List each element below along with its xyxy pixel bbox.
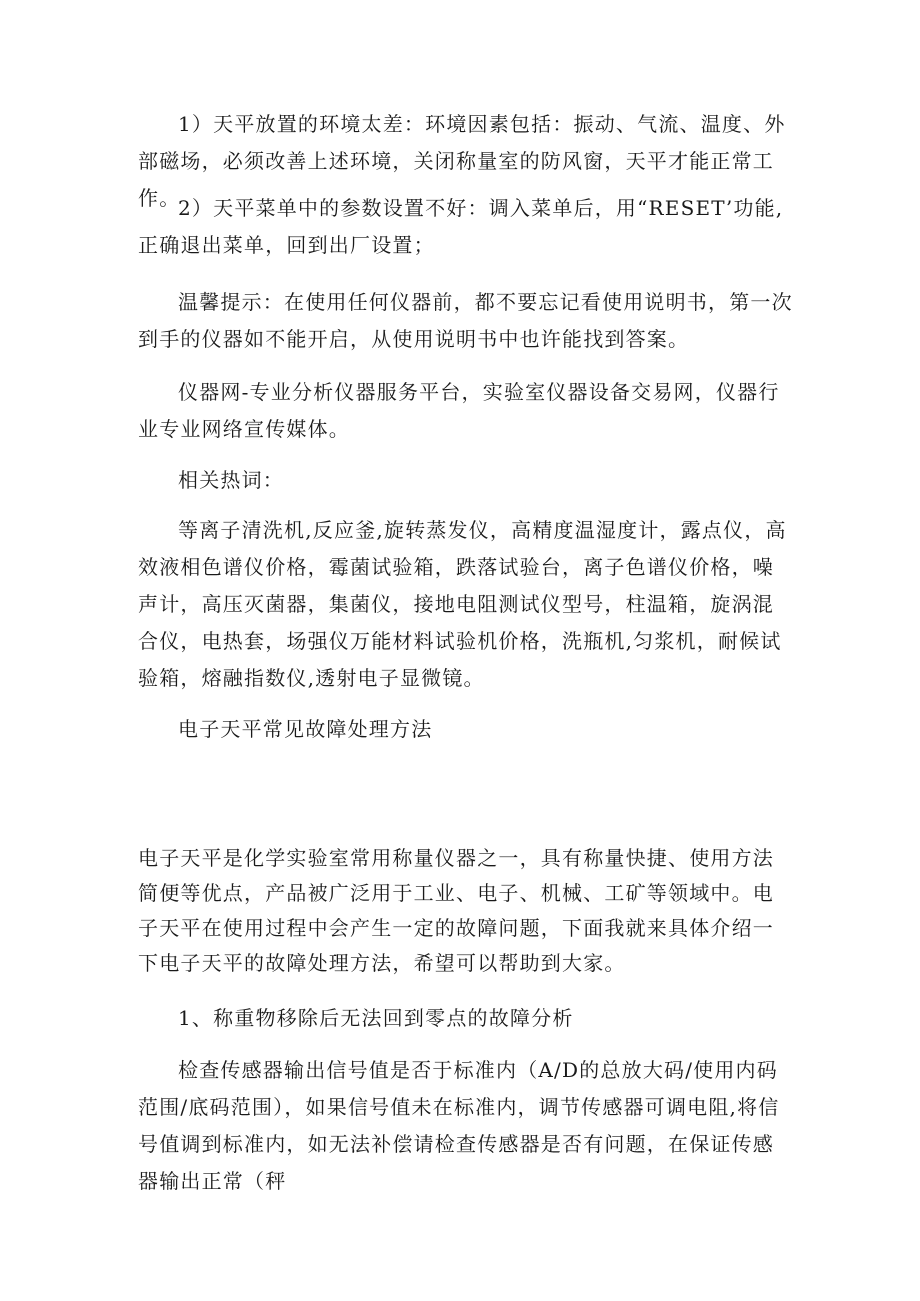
- paragraph-environment: 1）天平放置的环境太差：环境因素包括：振动、气流、温度、外部磁场，必须改善上述环境，关闭称量室的防风窗，天平才能正常工作。: [138, 112, 786, 210]
- paragraph-tip: 温馨提示：在使用任何仪器前，都不要忘记看使用说明书，第一次到手的仪器如不能开启，从使用说明书中也许能找到答案。: [138, 290, 793, 351]
- paragraph-platform: 仪器网-专业分析仪器服务平台，实验室仪器设备交易网，仪器行业专业网络宣传媒体。: [138, 380, 780, 441]
- article-intro: 电子天平是化学实验室常用称量仪器之一，具有称量快捷、使用方法简便等优点，产品被广泛用于工业、电子、机械、工矿等领域中。电子天平在使用过程中会产生一定的故障问题，下面我就来具体介绍一下电子天平的故障处理方法，希望可以帮助到大家。: [138, 846, 774, 975]
- section-heading: 1、称重物移除后无法回到零点的故障分析: [178, 1006, 574, 1030]
- paragraph-hot-words-label: 相关热词：: [178, 468, 284, 492]
- paragraph-hot-words-list: 等离子清洗机,反应釜,旋转蒸发仪，高精度温湿度计，露点仪，高效液相色谱仪价格，霉菌试验箱，跌落试验台，离子色谱仪价格，噪声计，高压灭菌器，集菌仪，接地电阻测试仪型号，柱温箱，旋涡混合仪，电热套，场强仪万能材料试验机价格，洗瓶机,匀浆机，耐候试验箱，熔融指数仪,透射电子显微镜。: [138, 518, 787, 690]
- paragraph-menu-settings: 2）天平菜单中的参数设置不好：调入菜单后，用“RESET’功能,正确退出菜单，回到出厂设置；: [138, 196, 784, 257]
- article-title: 电子天平常见故障处理方法: [178, 717, 433, 741]
- section-body: 检查传感器输出信号值是否于标准内（A/D的总放大码/使用内码范围/底码范围），如果信号值未在标准内，调节传感器可调电阻,将信号值调到标准内，如无法补偿请检查传感器是否有问题，在保证传感器输出正常（秤: [138, 1058, 780, 1193]
